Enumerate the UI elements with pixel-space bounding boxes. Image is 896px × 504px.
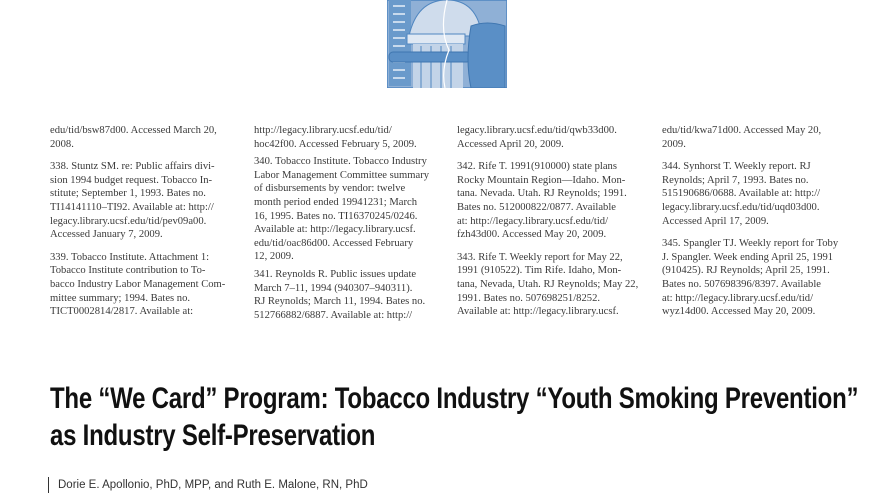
reference-entry: 344. Synhorst T. Weekly report. RJ Reynolds; April 7, 1993. Bates no. 515190686/0688. Available at: http:// legacy.library.ucsf.edu/tid/uqd03d00. Accessed April 17, 2009. <box>662 161 821 227</box>
reference-entry: 341. Reynolds R. Public issues update March 7–11, 1994 (940307–940311). RJ Reynolds; March 11, 1994. Bates no. 512766882/6887. Available at: http:// <box>254 268 426 321</box>
reference-entry: legacy.library.ucsf.edu/tid/qwb33d00. Accessed April 20, 2009. <box>457 125 617 150</box>
references-column-3 <box>457 124 657 328</box>
references-column-4 <box>662 124 862 328</box>
references-column-1 <box>50 124 250 328</box>
reference-entry: 343. Rife T. Weekly report for May 22, 1991 (910522). Tim Rife. Idaho, Mon- tana, Nevada, Utah. RJ Reynolds; May 22, 1991. Bates no. 507698251/8252. Available at: http://legacy.library.ucsf. <box>457 251 639 318</box>
reference-entry: 342. Rife T. 1991(910000) state plans Rocky Mountain Region—Idaho. Mon- tana. Nevada. Utah. RJ Reynolds; 1991. Bates no. 512000822/0877. Available at: http://legacy.library.ucsf.edu/tid/ fzh43d00. Accessed May 20, 2009. <box>457 161 627 241</box>
references-column-2 <box>254 124 454 331</box>
reference-entry: http://legacy.library.ucsf.edu/tid/ hoc42f00. Accessed February 5, 2009. <box>254 125 417 150</box>
article-authors: Dorie E. Apollonio, PhD, MPP, and Ruth E. Malone, RN, PhD <box>48 477 368 493</box>
reference-entry: 340. Tobacco Institute. Tobacco Industry Labor Management Committee summary of disbursements by vendor: twelve month period ended 19941231; March 16, 1995. Bates no. TI16370245/0246. Available at: http://legacy.library.ucsf. edu/tid/oac86d00. Accessed February 12, 2009. <box>254 156 430 263</box>
reference-entry: 338. Stuntz SM. re: Public affairs divi- sion 1994 budget request. Tobacco In- stitute; September 1, 1993. Bates no. TI14141110–TI92. Available at: http:// legacy.library.ucsf.edu/tid/pev09a00. Accessed January 7, 2009. <box>50 161 215 241</box>
reference-entry: 345. Spangler TJ. Weekly report for Toby J. Spangler. Week ending April 25, 1991 (910425). RJ Reynolds; April 25, 1991. Bates no. 507698396/8397. Available at: http://legacy.library.ucsf.edu/tid/ wyz14d00. Accessed May 20, 2009. <box>662 238 839 318</box>
article-title <box>50 380 858 454</box>
article-title-line-1: The “We Card” Program: Tobacco Industry “Youth Smoking Prevention” <box>50 382 859 415</box>
capitol-dome-logo <box>387 0 507 88</box>
reference-entry: edu/tid/bsw87d00. Accessed March 20, 2008. <box>50 125 217 150</box>
reference-entry: edu/tid/kwa71d00. Accessed May 20, 2009. <box>662 125 822 150</box>
reference-entry: 339. Tobacco Institute. Attachment 1: Tobacco Institute contribution to To- bacco Industry Labor Management Com- mittee summary; 1994. Bates no. TICT0002814/2817. Available at: <box>50 251 226 318</box>
article-title-line-2: as Industry Self-Preservation <box>50 419 376 452</box>
